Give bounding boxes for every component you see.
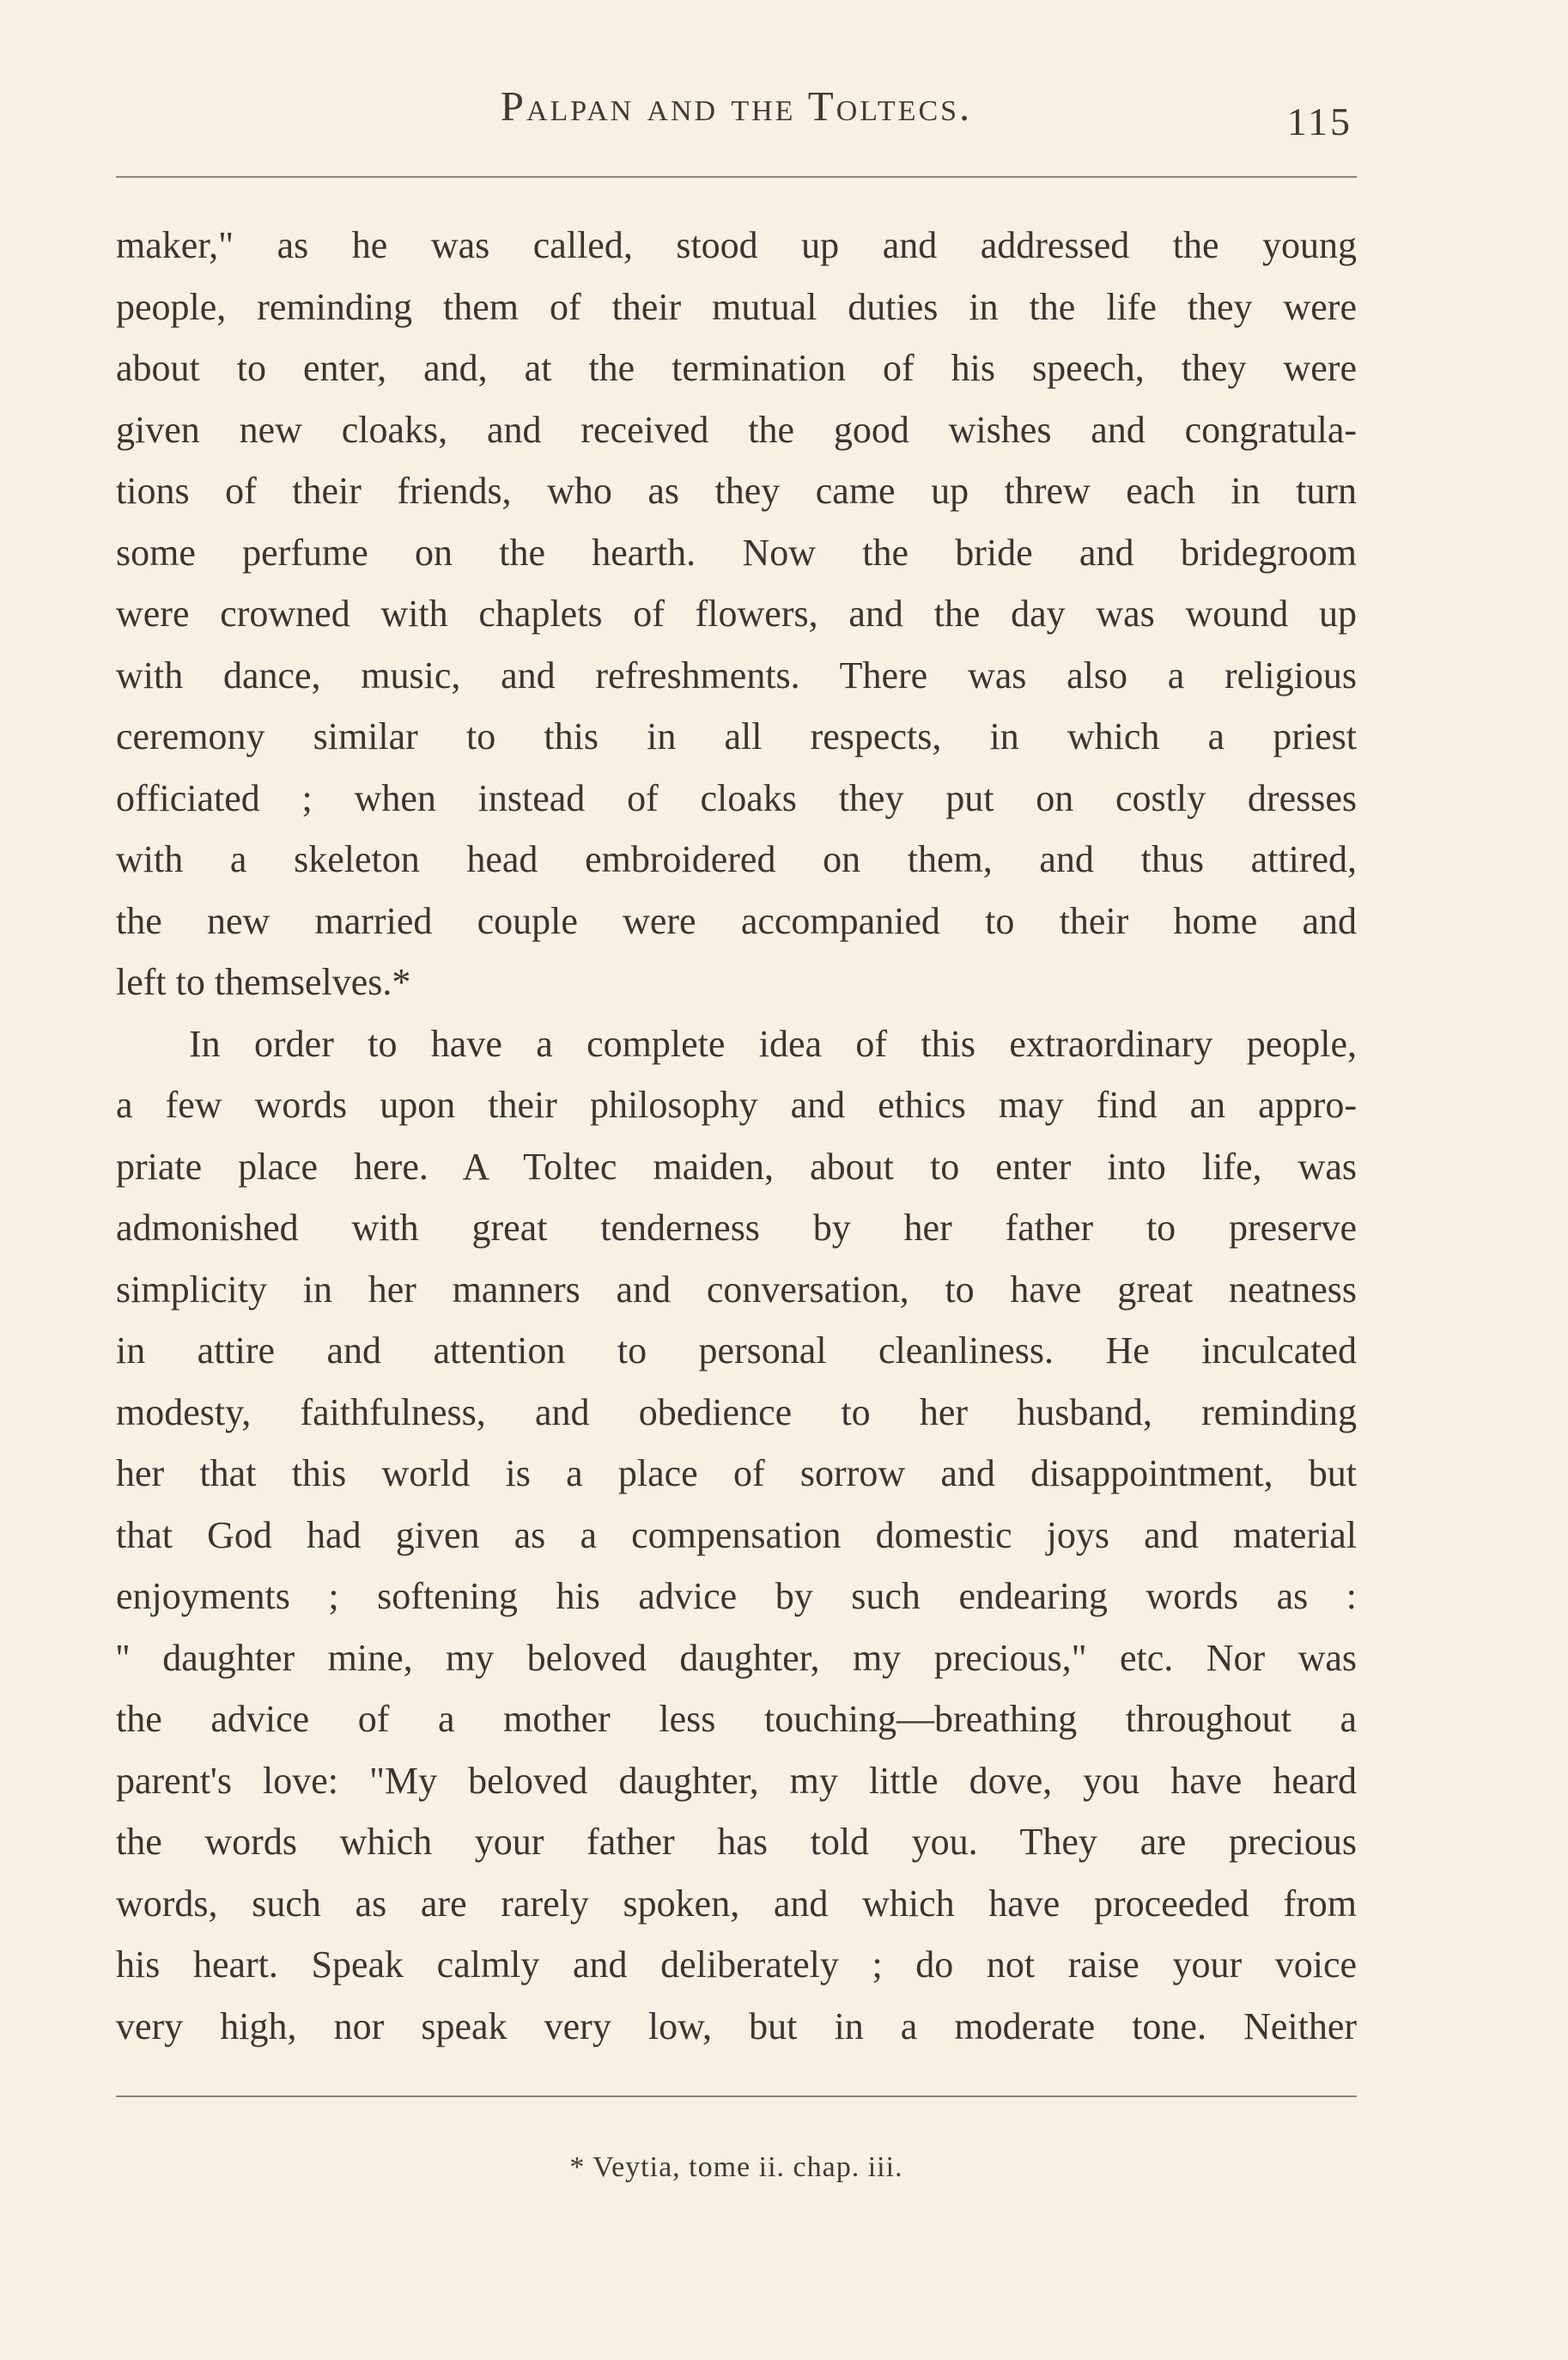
text-line: officiated ; when instead of cloaks they put on costly dresses xyxy=(116,776,1357,819)
text-line-indented: In order to have a complete idea of this extraordinary people, xyxy=(189,1022,1357,1065)
text-line: were crowned with chaplets of flowers, and the day was wound up xyxy=(116,593,1357,635)
running-title: Palpan and the Toltecs. xyxy=(500,82,973,130)
text-line: that God had given as a compensation domestic joys and material xyxy=(116,1513,1357,1556)
text-line: modesty, faithfulness, and obedience to her husband, reminding xyxy=(116,1390,1357,1433)
text-line: '' daughter mine, my beloved daughter, my precious," etc. Nor was xyxy=(116,1636,1357,1679)
text-line: the advice of a mother less touching—breathing throughout a xyxy=(116,1698,1357,1740)
header-rule xyxy=(116,176,1357,178)
text-line: the new married couple were accompanied to their home and xyxy=(116,899,1357,942)
text-line: very high, nor speak very low, but in a moderate tone. Neither xyxy=(116,2004,1357,2047)
text-line: the words which your father has told you. They are precious xyxy=(116,1821,1357,1863)
text-line: people, reminding them of their mutual duties in the life they were xyxy=(116,285,1357,328)
text-line: enjoyments ; softening his advice by such endearing words as : xyxy=(116,1575,1357,1617)
text-line: priate place here. A Toltec maiden, about to enter into life, was xyxy=(116,1145,1357,1188)
running-head xyxy=(116,82,1357,159)
text-line: parent's love: "My beloved daughter, my little dove, you have heard xyxy=(116,1759,1357,1802)
text-line: with a skeleton head embroidered on them, and thus attired, xyxy=(116,838,1357,880)
body-text xyxy=(116,215,1357,2057)
text-line: left to themselves.* xyxy=(116,961,411,1003)
text-line: a few words upon their philosophy and ethics may find an appro- xyxy=(116,1084,1357,1126)
page-number: 115 xyxy=(1286,100,1352,143)
text-line: tions of their friends, who as they came up threw each in turn xyxy=(116,470,1357,512)
text-line: his heart. Speak calmly and deliberately ; do not raise your voice xyxy=(116,1943,1357,1986)
text-line: given new cloaks, and received the good wishes and congratula- xyxy=(116,408,1357,451)
text-line: words, such as are rarely spoken, and which have proceeded from xyxy=(116,1882,1357,1925)
footnote: * Veytia, tome ii. chap. iii. xyxy=(569,2151,903,2183)
text-line: ceremony similar to this in all respects, in which a priest xyxy=(116,715,1357,757)
text-line: admonished with great tenderness by her father to preserve xyxy=(116,1207,1357,1249)
text-line: her that this world is a place of sorrow and disappointment, but xyxy=(116,1452,1357,1494)
text-line: maker," as he was called, stood up and addressed the young xyxy=(116,224,1357,266)
text-line: some perfume on the hearth. Now the bride and bridegroom xyxy=(116,531,1357,574)
footnote-rule xyxy=(116,2095,1357,2097)
text-line: with dance, music, and refreshments. There was also a religious xyxy=(116,654,1357,696)
text-line: about to enter, and, at the termination of his speech, they were xyxy=(116,347,1357,389)
text-line: simplicity in her manners and conversation, to have great neatness xyxy=(116,1268,1357,1311)
text-line: in attire and attention to personal cleanliness. He inculcated xyxy=(116,1329,1357,1372)
